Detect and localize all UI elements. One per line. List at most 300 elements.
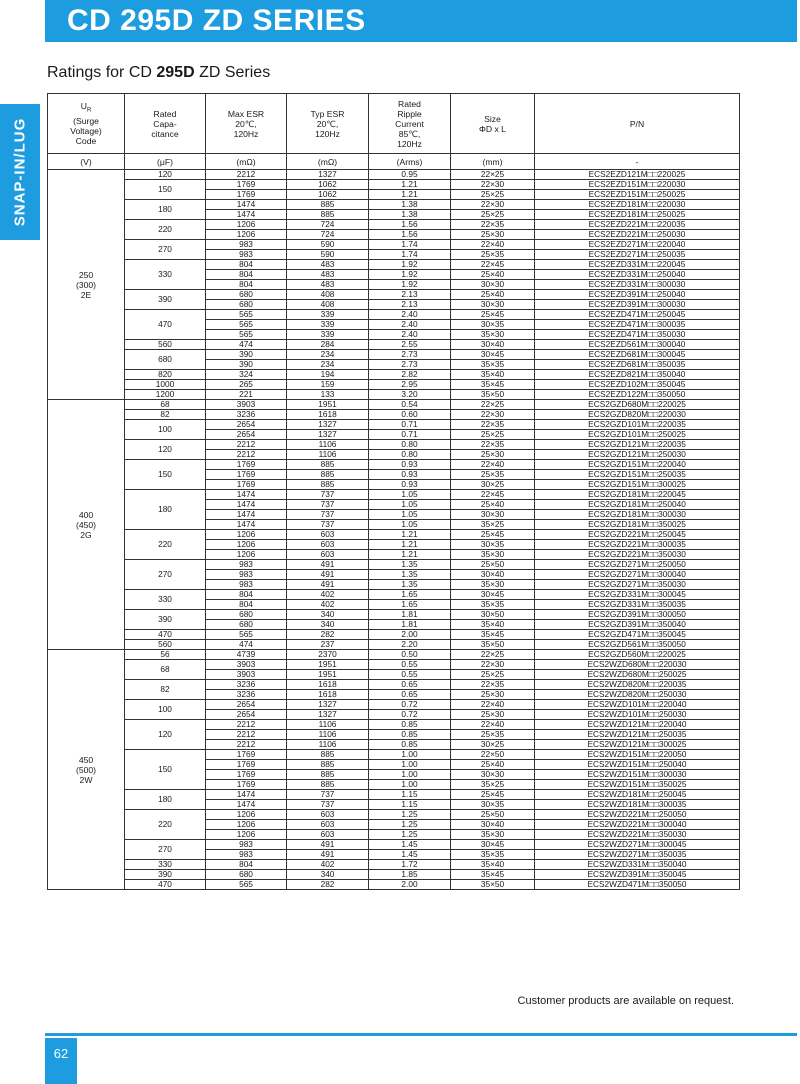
max-esr-cell: 804 [206,860,287,870]
footnote: Customer products are available on request. [517,995,734,1007]
typ-esr-cell: 491 [287,850,369,860]
part-number-cell: ECS2GZD271M□□250050 [535,560,740,570]
table-row [48,400,740,410]
size-cell: 25×30 [451,690,535,700]
size-cell: 22×30 [451,410,535,420]
capacitance-cell: 330 [125,260,206,290]
max-esr-cell: 1206 [206,820,287,830]
capacitance-cell: 470 [125,880,206,890]
part-number-cell: ECS2WZD151M□□300030 [535,770,740,780]
ripple-cell: 1.92 [369,260,451,270]
size-cell: 22×30 [451,180,535,190]
max-esr-cell: 2212 [206,440,287,450]
header-code-u: U [80,101,87,112]
part-number-cell: ECS2WZD181M□□300035 [535,800,740,810]
ripple-cell: 2.95 [369,380,451,390]
ripple-cell: 2.82 [369,370,451,380]
capacitance-cell: 330 [125,860,206,870]
table-row [48,870,740,880]
table-row [48,310,740,320]
capacitance-cell: 150 [125,750,206,790]
capacitance-cell: 390 [125,610,206,630]
table-row [48,560,740,570]
part-number-cell: ECS2GZD221M□□250045 [535,530,740,540]
max-esr-cell: 1769 [206,470,287,480]
size-cell: 25×25 [451,670,535,680]
ripple-cell: 1.92 [369,270,451,280]
typ-esr-cell: 491 [287,570,369,580]
part-number-cell: ECS2WZD471M□□350050 [535,880,740,890]
table-row [48,790,740,800]
ripple-cell: 2.40 [369,330,451,340]
ripple-cell: 1.05 [369,520,451,530]
max-esr-cell: 1474 [206,510,287,520]
table-row [48,200,740,210]
part-number-cell: ECS2EZD471M□□300035 [535,320,740,330]
max-esr-cell: 1474 [206,200,287,210]
size-cell: 35×35 [451,360,535,370]
max-esr-cell: 565 [206,630,287,640]
typ-esr-cell: 885 [287,200,369,210]
table-row [48,420,740,430]
ripple-cell: 0.65 [369,680,451,690]
unit-max-esr: (mΩ) [206,154,287,170]
size-cell: 35×45 [451,870,535,880]
typ-esr-cell: 491 [287,840,369,850]
part-number-cell: ECS2EZD221M□□250030 [535,230,740,240]
capacitance-cell: 100 [125,420,206,440]
part-number-cell: ECS2GZD331M□□350035 [535,600,740,610]
typ-esr-cell: 590 [287,250,369,260]
ripple-cell: 1.25 [369,830,451,840]
ripple-cell: 0.55 [369,660,451,670]
voltage-code-line: (300) [75,279,97,290]
typ-esr-cell: 885 [287,750,369,760]
max-esr-cell: 2212 [206,170,287,180]
part-number-cell: ECS2WZD121M□□250035 [535,730,740,740]
max-esr-cell: 804 [206,600,287,610]
capacitance-cell: 68 [125,400,206,410]
typ-esr-cell: 737 [287,520,369,530]
capacitance-cell: 150 [125,460,206,490]
max-esr-cell: 565 [206,880,287,890]
size-cell: 25×40 [451,270,535,280]
size-cell: 30×40 [451,340,535,350]
typ-esr-cell: 408 [287,290,369,300]
max-esr-cell: 3903 [206,660,287,670]
max-esr-cell: 2212 [206,730,287,740]
part-number-cell: ECS2WZD101M□□220040 [535,700,740,710]
ripple-cell: 1.05 [369,490,451,500]
ripple-cell: 2.00 [369,630,451,640]
capacitance-cell: 270 [125,840,206,860]
table-row [48,650,740,660]
header-ripple-line1: Rated [398,98,421,109]
table-row [48,750,740,760]
typ-esr-cell: 340 [287,610,369,620]
ripple-cell: 1.21 [369,190,451,200]
part-number-cell: ECS2EZD102M□□350045 [535,380,740,390]
voltage-code-cell [48,650,125,890]
ratings-table [47,93,740,890]
typ-esr-cell: 284 [287,340,369,350]
header-code-sub: R [86,107,92,114]
header-maxesr-line1: Max ESR [227,108,265,119]
max-esr-cell: 680 [206,870,287,880]
ripple-cell: 1.45 [369,850,451,860]
part-number-cell: ECS2WZD221M□□300040 [535,820,740,830]
size-cell: 22×35 [451,420,535,430]
capacitance-cell: 220 [125,810,206,840]
capacitance-cell: 180 [125,200,206,220]
part-number-cell: ECS2WZD331M□□350040 [535,860,740,870]
capacitance-cell: 220 [125,220,206,240]
size-cell: 22×40 [451,460,535,470]
typ-esr-cell: 2370 [287,650,369,660]
size-cell: 22×25 [451,400,535,410]
header-size [451,94,535,154]
part-number-cell: ECS2EZD221M□□220035 [535,220,740,230]
max-esr-cell: 680 [206,620,287,630]
capacitance-cell: 220 [125,530,206,560]
typ-esr-cell: 237 [287,640,369,650]
typ-esr-cell: 282 [287,630,369,640]
typ-esr-cell: 402 [287,600,369,610]
max-esr-cell: 983 [206,240,287,250]
capacitance-cell: 82 [125,680,206,700]
part-number-cell: ECS2GZD101M□□220035 [535,420,740,430]
max-esr-cell: 3236 [206,680,287,690]
max-esr-cell: 2212 [206,720,287,730]
max-esr-cell: 565 [206,330,287,340]
part-number-cell: ECS2GZD271M□□300040 [535,570,740,580]
typ-esr-cell: 483 [287,280,369,290]
size-cell: 35×40 [451,370,535,380]
ripple-cell: 1.21 [369,530,451,540]
size-cell: 25×50 [451,810,535,820]
max-esr-cell: 1769 [206,770,287,780]
size-cell: 25×45 [451,530,535,540]
size-cell: 25×30 [451,450,535,460]
typ-esr-cell: 737 [287,500,369,510]
typ-esr-cell: 159 [287,380,369,390]
capacitance-cell: 330 [125,590,206,610]
size-cell: 30×45 [451,590,535,600]
ripple-cell: 2.00 [369,880,451,890]
part-number-cell: ECS2WZD271M□□300045 [535,840,740,850]
max-esr-cell: 1206 [206,830,287,840]
table-row [48,810,740,820]
typ-esr-cell: 234 [287,360,369,370]
size-cell: 22×30 [451,660,535,670]
ripple-cell: 1.45 [369,840,451,850]
max-esr-cell: 3236 [206,690,287,700]
size-cell: 25×40 [451,760,535,770]
ripple-cell: 1.05 [369,500,451,510]
ripple-cell: 2.40 [369,310,451,320]
capacitance-cell: 180 [125,490,206,530]
typ-esr-cell: 1106 [287,730,369,740]
part-number-cell: ECS2EZD181M□□250025 [535,210,740,220]
max-esr-cell: 1769 [206,460,287,470]
page-number-box [45,1038,77,1084]
max-esr-cell: 1769 [206,480,287,490]
size-cell: 22×50 [451,750,535,760]
typ-esr-cell: 1327 [287,430,369,440]
table-row [48,340,740,350]
max-esr-cell: 2654 [206,430,287,440]
header-typesr-line1: Typ ESR [310,108,345,119]
typ-esr-cell: 1951 [287,400,369,410]
size-cell: 25×45 [451,310,535,320]
part-number-cell: ECS2GZD391M□□350040 [535,620,740,630]
part-number-cell: ECS2WZD820M□□220035 [535,680,740,690]
ripple-cell: 1.21 [369,540,451,550]
ripple-cell: 0.85 [369,730,451,740]
capacitance-cell: 68 [125,660,206,680]
capacitance-cell: 390 [125,870,206,880]
part-number-cell: ECS2GZD221M□□300035 [535,540,740,550]
size-cell: 25×45 [451,790,535,800]
max-esr-cell: 680 [206,300,287,310]
max-esr-cell: 3903 [206,400,287,410]
ripple-cell: 0.54 [369,400,451,410]
page-title: CD 295D ZD SERIES [67,4,366,37]
header-capacitance [125,94,206,154]
header-size-line1: Size [484,113,501,124]
part-number-cell: ECS2EZD391M□□250040 [535,290,740,300]
part-number-cell: ECS2EZD561M□□300040 [535,340,740,350]
max-esr-cell: 1206 [206,540,287,550]
ripple-cell: 0.85 [369,740,451,750]
table-row [48,680,740,690]
table-row [48,440,740,450]
typ-esr-cell: 1106 [287,720,369,730]
part-number-cell: ECS2WZD391M□□350045 [535,870,740,880]
ripple-cell: 1.00 [369,780,451,790]
voltage-code-cell [48,400,125,650]
ripple-cell: 1.15 [369,800,451,810]
typ-esr-cell: 603 [287,820,369,830]
header-cap-line1: Rated [153,108,177,119]
typ-esr-cell: 737 [287,800,369,810]
ripple-cell: 1.85 [369,870,451,880]
size-cell: 25×35 [451,730,535,740]
table-row [48,530,740,540]
max-esr-cell: 1474 [206,500,287,510]
typ-esr-cell: 1327 [287,420,369,430]
max-esr-cell: 804 [206,260,287,270]
max-esr-cell: 1474 [206,520,287,530]
size-cell: 30×35 [451,800,535,810]
max-esr-cell: 324 [206,370,287,380]
header-ripple-current [369,94,451,154]
ripple-cell: 1.35 [369,560,451,570]
voltage-code-line: 2G [80,529,92,540]
ripple-cell: 0.65 [369,690,451,700]
max-esr-cell: 4739 [206,650,287,660]
typ-esr-cell: 491 [287,560,369,570]
typ-esr-cell: 1951 [287,670,369,680]
size-cell: 22×35 [451,220,535,230]
size-cell: 25×30 [451,710,535,720]
part-number-cell: ECS2WZD181M□□250045 [535,790,740,800]
typ-esr-cell: 491 [287,580,369,590]
table-row [48,220,740,230]
header-pn-label: P/N [629,118,645,129]
unit-ripple: (Arms) [369,154,451,170]
title-bar [45,0,797,42]
header-cap-line2: Capa- [153,118,177,129]
max-esr-cell: 1206 [206,530,287,540]
max-esr-cell: 983 [206,840,287,850]
voltage-code-line: 400 [78,509,94,520]
voltage-code-line: (500) [75,764,97,775]
size-cell: 35×45 [451,380,535,390]
typ-esr-cell: 402 [287,860,369,870]
max-esr-cell: 1769 [206,190,287,200]
table-row [48,460,740,470]
capacitance-cell: 820 [125,370,206,380]
part-number-cell: ECS2EZD681M□□300045 [535,350,740,360]
table-row [48,660,740,670]
max-esr-cell: 2654 [206,420,287,430]
max-esr-cell: 474 [206,340,287,350]
header-typesr-line3: 120Hz [315,128,340,139]
subtitle-prefix: Ratings for CD [47,64,157,81]
voltage-code-line: 450 [78,754,94,765]
capacitance-cell: 470 [125,630,206,640]
size-cell: 25×40 [451,290,535,300]
max-esr-cell: 3236 [206,410,287,420]
ripple-cell: 1.92 [369,280,451,290]
part-number-cell: ECS2GZD820M□□220030 [535,410,740,420]
subtitle-suffix: ZD Series [194,64,271,81]
max-esr-cell: 390 [206,360,287,370]
header-ripple-line5: 120Hz [397,138,422,149]
bottom-rule [45,1033,797,1036]
typ-esr-cell: 483 [287,260,369,270]
table-row [48,880,740,890]
typ-esr-cell: 339 [287,320,369,330]
ripple-cell: 0.93 [369,470,451,480]
max-esr-cell: 3903 [206,670,287,680]
capacitance-cell: 82 [125,410,206,420]
size-cell: 22×35 [451,680,535,690]
header-size-line2: ΦD x L [479,123,506,134]
capacitance-cell: 120 [125,720,206,750]
part-number-cell: ECS2EZD391M□□300030 [535,300,740,310]
typ-esr-cell: 603 [287,540,369,550]
table-row [48,640,740,650]
size-cell: 25×25 [451,190,535,200]
capacitance-cell: 150 [125,180,206,200]
ripple-cell: 1.74 [369,240,451,250]
ripple-cell: 1.72 [369,860,451,870]
size-cell: 25×35 [451,470,535,480]
size-cell: 30×40 [451,570,535,580]
max-esr-cell: 1206 [206,230,287,240]
typ-esr-cell: 1327 [287,710,369,720]
ripple-cell: 1.35 [369,570,451,580]
max-esr-cell: 1206 [206,550,287,560]
part-number-cell: ECS2GZD181M□□350025 [535,520,740,530]
part-number-cell: ECS2WZD221M□□350030 [535,830,740,840]
size-cell: 35×30 [451,550,535,560]
typ-esr-cell: 408 [287,300,369,310]
size-cell: 22×30 [451,200,535,210]
size-cell: 35×40 [451,620,535,630]
header-part-number [535,94,740,154]
typ-esr-cell: 483 [287,270,369,280]
part-number-cell: ECS2EZD821M□□350040 [535,370,740,380]
ripple-cell: 1.21 [369,180,451,190]
max-esr-cell: 983 [206,570,287,580]
table-row [48,380,740,390]
capacitance-cell: 100 [125,700,206,720]
typ-esr-cell: 234 [287,350,369,360]
units-row [48,154,740,170]
part-number-cell: ECS2EZD271M□□220040 [535,240,740,250]
ripple-cell: 1.74 [369,250,451,260]
header-maxesr-line2: 20℃, [235,118,257,129]
capacitance-cell: 470 [125,310,206,340]
typ-esr-cell: 885 [287,770,369,780]
max-esr-cell: 1474 [206,800,287,810]
typ-esr-cell: 133 [287,390,369,400]
subtitle-series-bold: 295D [156,64,195,81]
part-number-cell: ECS2WZD221M□□250050 [535,810,740,820]
table-header [48,94,740,170]
part-number-cell: ECS2EZD271M□□250035 [535,250,740,260]
table-row [48,370,740,380]
typ-esr-cell: 1618 [287,680,369,690]
max-esr-cell: 804 [206,270,287,280]
size-cell: 22×35 [451,440,535,450]
capacitance-cell: 270 [125,240,206,260]
typ-esr-cell: 603 [287,830,369,840]
size-cell: 30×50 [451,610,535,620]
ripple-cell: 1.35 [369,580,451,590]
header-code-line4: Code [75,135,97,146]
typ-esr-cell: 603 [287,530,369,540]
part-number-cell: ECS2GZD271M□□350030 [535,580,740,590]
ripple-cell: 0.85 [369,720,451,730]
part-number-cell: ECS2WZD820M□□250030 [535,690,740,700]
typ-esr-cell: 1106 [287,450,369,460]
part-number-cell: ECS2WZD151M□□350025 [535,780,740,790]
header-code-line3: Voltage) [70,125,102,136]
capacitance-cell: 680 [125,350,206,370]
typ-esr-cell: 339 [287,310,369,320]
table-row [48,290,740,300]
part-number-cell: ECS2EZD121M□□220025 [535,170,740,180]
ripple-cell: 0.80 [369,440,451,450]
size-cell: 25×40 [451,500,535,510]
table-row [48,260,740,270]
typ-esr-cell: 1618 [287,410,369,420]
size-cell: 30×30 [451,300,535,310]
max-esr-cell: 1769 [206,750,287,760]
ripple-cell: 0.71 [369,430,451,440]
table-row [48,590,740,600]
ripple-cell: 1.56 [369,220,451,230]
size-cell: 22×45 [451,490,535,500]
typ-esr-cell: 402 [287,590,369,600]
header-ripple-line3: Current [395,118,424,129]
table-row [48,240,740,250]
part-number-cell: ECS2GZD221M□□350030 [535,550,740,560]
